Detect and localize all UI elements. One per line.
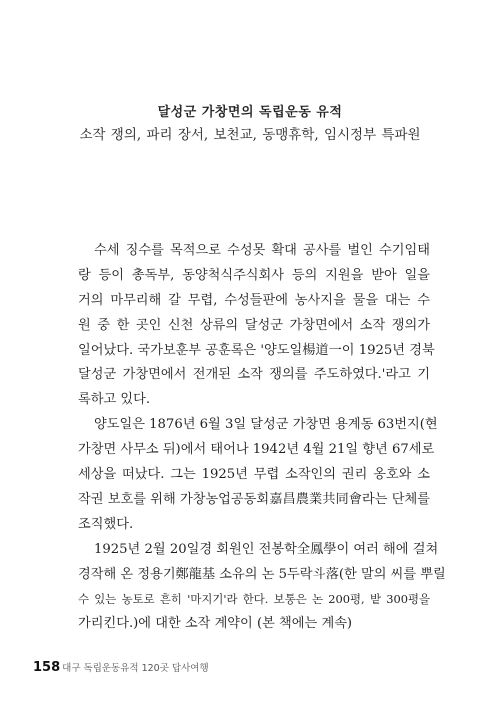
paragraph-3-line-1: 1925년 2월 20일경 회원인 전봉학全鳳學이 여러 해에 걸쳐 <box>94 541 439 557</box>
section-title: 달성군 가창면의 독립운동 유적 <box>157 105 343 120</box>
paragraph-2-line-5: 조직했다. <box>78 516 134 532</box>
paragraph-1-line-3: 거의 마무리해 갈 무렵, 수성들판에 농사지을 물을 대는 수 <box>78 292 430 308</box>
page-footer <box>33 660 209 675</box>
paragraph-1-line-4: 원 중 한 곳인 신천 상류의 달성군 가창면에서 소작 쟁의가 <box>78 317 430 333</box>
paragraph-1-line-2: 랑 등이 총독부, 동양척식주식회사 등의 지원을 받아 일을 <box>78 267 430 283</box>
paragraph-2-line-2: 가창면 사무소 뒤)에서 태어나 1942년 4월 21일 향년 67세로 <box>78 442 435 458</box>
paragraph-1-line-5: 일어났다. 국가보훈부 공훈록은 '양도일楊道一이 1925년 경북 <box>78 342 435 358</box>
paragraph-2-line-1: 양도일은 1876년 6월 3일 달성군 가창면 용계동 63번지(현 <box>94 417 438 433</box>
paragraph-2-line-4: 작권 보호를 위해 가창농업공동회嘉昌農業共同會라는 단체를 <box>78 491 430 507</box>
paragraph-3-line-3: 수 있는 농토로 흔히 '마지기'라 한다. 보통은 논 200평, 밭 300평을 <box>78 592 430 607</box>
running-title: 대구 독립운동유적 120곳 답사여행 <box>62 663 209 674</box>
page-number: 158 <box>33 660 61 675</box>
paragraph-1-line-1: 수세 징수를 목적으로 수성못 확대 공사를 벌인 수기임태 <box>94 243 430 258</box>
paragraph-1-line-6: 달성군 가창면에서 전개된 소작 쟁의를 주도하였다.'라고 기 <box>78 367 430 383</box>
section-subtitle: 소작 쟁의, 파리 장서, 보천교, 동맹휴학, 임시정부 특파원 <box>79 127 421 143</box>
body-text <box>78 239 446 637</box>
paragraph-1-line-7: 록하고 있다. <box>78 392 151 408</box>
paragraph-2-line-3: 세상을 떠났다. 그는 1925년 무렵 소작인의 권리 옹호와 소 <box>78 467 430 483</box>
paragraph-3-line-2: 경작해 온 정용기鄭龍基 소유의 논 5두락斗落(한 말의 씨를 뿌릴 <box>78 566 446 582</box>
paragraph-3-line-4: 가리킨다.)에 대한 소작 계약이 (본 책에는 계속) <box>78 616 353 632</box>
